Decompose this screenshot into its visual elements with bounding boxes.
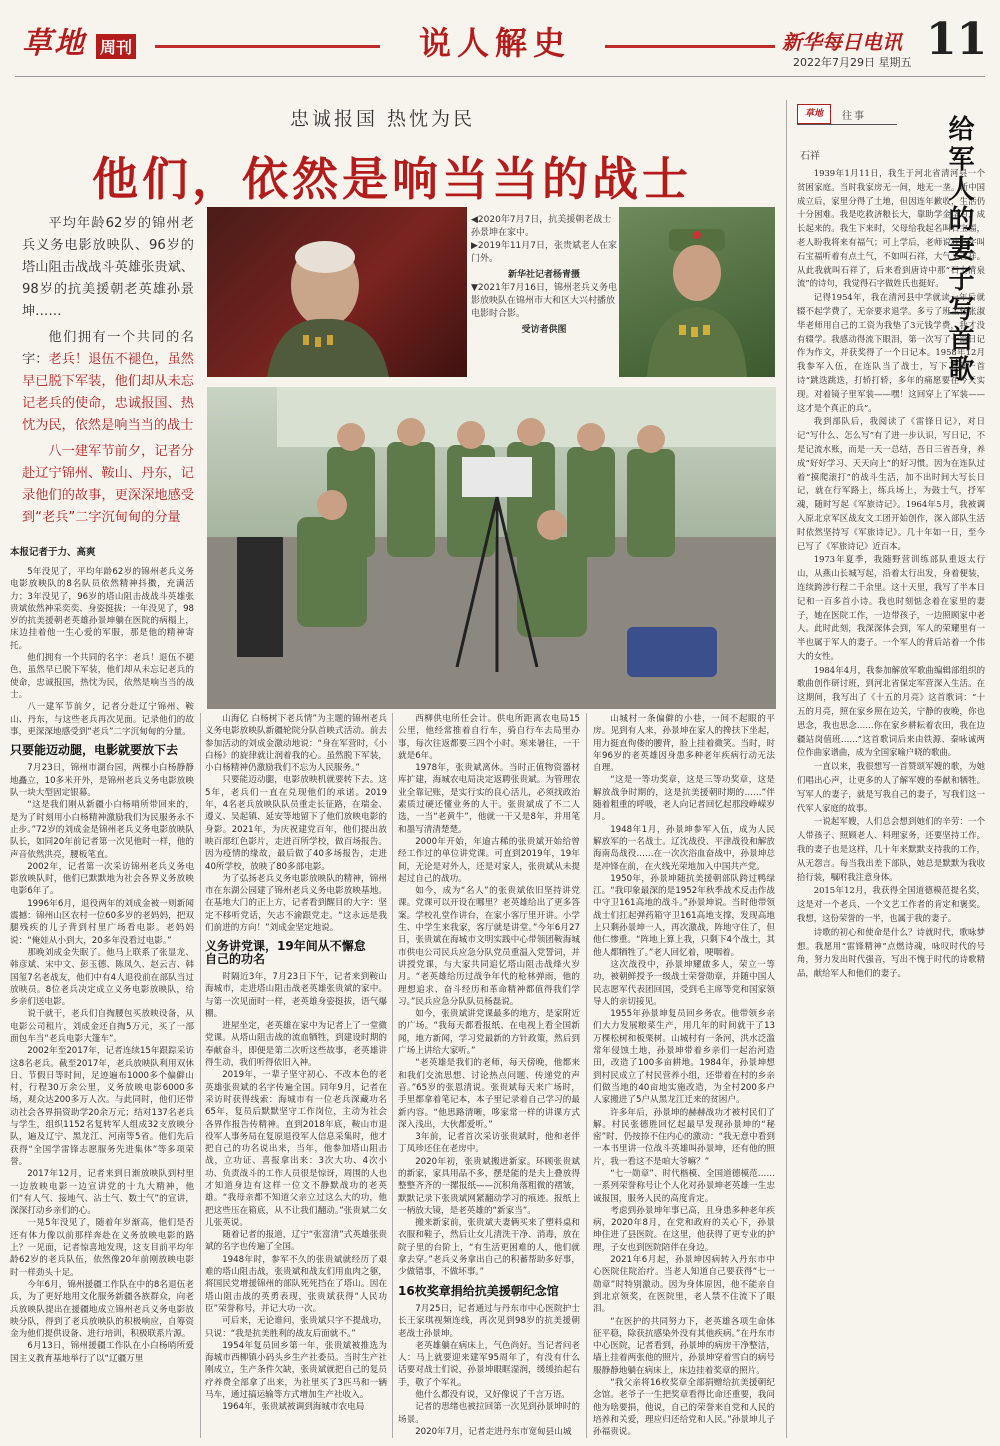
photo-zhang-guibin <box>619 207 775 377</box>
body-paragraph: 只要能迈动腿，电影放映机就要转下去。这5年，老兵们一直在兑现他们的承诺。2019年，4名老兵放映队队员重走长征路，在瑞金、遵义、吴起镇、延安等地留下了他们放映电影的身影。2021年，为庆祝建党百年，他们提出放映百部红色影片，走进百所学校，做百场报告。因为疫情的缘故，最后做了40多场报告，走进40所学校，放映了80多部电影。 <box>205 775 387 872</box>
body-paragraph: 1955年孙景坤复员回乡务农。他带领乡亲们大力发展粮菜生产，用几年的时间就干了13万棵松树和板栗树。山城村有一条河，洪水泛滥常年侵蚀土地，孙景坤带着乡亲们一起治河造田，改造了100多亩耕地。1984年，孙景坤想到村民成立了村民营养小组，还带着在村的乡亲们做当地的40亩地实施改造，为全村200多户人家搬进了5户从黑龙江迁来的贫困户。 <box>593 1009 775 1106</box>
body-paragraph: 老英雄躺在病床上，气色尚好。当记者问老人：马上就要迎来建军95周年了，有没有什么话要对战士们说，孙景坤眼眶湿润，缓缓抬起右手，敬了个军礼。 <box>398 1340 580 1388</box>
body-paragraph: 今年6月，锦州援疆工作队在中的8名退伍老兵，为了更好地用文化服务新疆各族群众，向老兵放映队提出在援疆地成立锦州老兵义务电影放映分队，得到了老兵放映队的积极响应，自筹资金为他们提供设备、进行培训，积极联系片源。 <box>10 1279 194 1340</box>
body-paragraph: 如今，张贵斌讲党课最多的地方，是家附近的广场。“我每天都看报纸、在电视上看全国新闻，地方新闻，学习党最新的方针政策，然后到广场上讲给大家听。” <box>398 1009 580 1057</box>
col3-intro <box>398 713 580 1279</box>
header-rule-right <box>605 45 775 48</box>
section-title: 说人解史 <box>418 24 571 62</box>
sidebar-title: 给军人的妻子写首歌 <box>944 115 974 385</box>
caption-line: ◀2020年7月7日，抗美援朝老战士孙景坤在家中。 <box>471 215 612 238</box>
photo-veteran-film-team <box>207 387 776 709</box>
body-paragraph: 1978年，张贵斌离休。当时正值物资器材库扩建，海城农电局决定返聘张贵斌。为管理农业全靠记账，是实行实的良心活儿，必须找政治素质过硬还懂业务的人干。张贵斌成了不二人选，一当“老黄牛”，他就一干又是8年，并用笔和墨写清清楚楚。 <box>398 763 580 835</box>
body-paragraph: 搬来新家前，张贵斌夫妻俩买来了塑料桌和衣服和鞋子，然后让女儿清洗干净、消毒，放在院子里的台阶上，“有生活更困难的人，他们就拿去穿。”老兵义务拿出自己的积蓄帮助多好事，少做错事，不做坏事。” <box>398 1218 580 1278</box>
sidebar-label: 往事 <box>842 111 866 122</box>
sidebar-author: 石祥 <box>800 151 820 162</box>
body-paragraph: 1950年，孙景坤随抗美援朝部队跨过鸭绿江。“我印象最深的是1952年秋季战术反击作战中守卫161高地的战斗。”孙景坤说。当时他带领战士们扛起弹药箱守卫161高地支撑，发现高地上只剩孙景坤一人，再次激战，阵地守住了，但他仁惨重。“阵地上算上我，只剩下4个战士，其他人都牺牲了。”老人回忆着，哽咽着。 <box>593 873 775 958</box>
body-paragraph: 记者的思绪也被拉回第一次见到孙景坤时的场景。 <box>398 1402 580 1425</box>
brand-left-logo: 草地 <box>22 26 86 61</box>
article-column-3 <box>398 713 580 1438</box>
lead-highlight: 老兵！退伍不褪色，虽然早已脱下军装，他们却从未忘记老兵的使命，忠诚报国、热忱为民，依然是响当当的战士 <box>22 352 194 433</box>
body-paragraph: 山城村一条偏僻的小巷，一间不起眼的平房。见到有人来，孙景坤在家人的搀扶下坐起，用力挺直佝偻的腰背，脸上挂着微笑。当时，时年96岁的老英雄因身患多种老年疾病行动无法自理。 <box>593 714 775 774</box>
photo-credit: 新华社记者杨青摄 <box>507 270 580 280</box>
body-paragraph: 说干就干，老兵们自掏腰包买放映设备，从电影公司租片，刘成金还自掏5万元，买了一部面包车当“老兵电影大篷车”。 <box>10 1009 194 1044</box>
body-paragraph: 2020年7月，记者走进丹东市宽甸县山城 <box>415 1426 572 1437</box>
body-paragraph: 2017年12月，记者来到日渐放映队到村里一边放映电影一边宣讲党的十九大精神，他们“有人气、接地气、沾土气、数士气”的宣讲，深深打动乡亲们的心。 <box>10 1169 194 1217</box>
photo-caption <box>471 214 617 337</box>
column-divider <box>200 713 201 1438</box>
col1-intro <box>10 566 194 738</box>
subhead: 16枚奖章捐给抗美援朝纪念馆 <box>398 1283 559 1298</box>
body-paragraph: 可后来，无论谁问，张贵斌只字不提战功，只说：“我是抗美胜利的战友后面就不。” <box>205 1316 387 1339</box>
body-paragraph: 3年前，记者首次采访张贵斌时，他和老伴丁凤珍还住在老房中。 <box>398 1132 580 1155</box>
article-column-1 <box>10 566 194 1436</box>
photo-sun-jingkun <box>207 207 467 377</box>
caption-line: ▶2019年11月7日，张贵斌老人在家门外。 <box>471 241 618 264</box>
photo-credit: 受访者供图 <box>521 325 567 335</box>
body-paragraph: 6月13日，锦州援疆工作队在小白杨哨所爱国主义教育基地举行了以“辽疆万里 <box>10 1341 194 1364</box>
body-paragraph: 那晚刘成金失眠了。他马上联系了张显龙、韩彦斌、宋中文、彭玉德、陈凤久、赵云吉、韩国玺7名老战友，他们中有4人退役前在部队当过放映员。8位老兵决定成立义务电影放映队，给乡亲们送电影。 <box>10 947 194 1008</box>
body-paragraph: 1973年夏季，我随野营训练部队重返太行山，从燕山长城写起，沿着太行出发，身着便装，连续跨涉行程二千余里。这十天里，我写了半本日记和一百多首小诗。我也时刻惦念着在家里的妻子，她在医院工作，一边带孩子，一边照顾家中老人。此时此刻，我深深体会到，军人的荣耀里有一半也属于军人的妻子。一个军人的背后站着一个伟大的女性。 <box>797 554 985 661</box>
body-paragraph: 2020年初，张贵斌搬进新家。环顾张贵斌的新家，家具用品不多，摆是能的是夫上叠放得整整齐齐的一摞报纸——沉积角落粗微的褶皱，默默记录下张贵斌网紧翻动学习的痕迹。报纸上一柄放大镜，是老英雄的“新家当”。 <box>398 1156 580 1216</box>
body-paragraph: “这是我们刚从新疆小白杨哨所带回来的，是为了时刻用小白杨精神激励我们为民服务永不止步。”72岁的刘成金是锦州老兵义务电影放映队队长，如同20年前记者第一次见他时一样，他的声音依然洪亮，腰板笔直。 <box>10 800 194 860</box>
body-paragraph: 西柳供电所任会计。供电所距离农电局15公里，他经常推着自行车，骑自行车去局里办事，每次往返都要三四个小时。寒来暑往，一干就是6年。 <box>398 714 580 761</box>
body-paragraph: 2021年6月起，孙景坤因病转入丹东市中心医院住院治疗。当老人知道自己要获得“七一勋章”时特别激动。因为身体原因，他不能亲自到北京领奖，在医院里，老人禁不住流下了眼泪。 <box>593 1255 775 1315</box>
brand-left-sub: 周刊 <box>96 34 136 59</box>
column-divider <box>586 713 587 1438</box>
body-paragraph: 记得1954年，我在清河县中学就读一年后就辍不起学费了，无奈要求退学。多亏了班主任张淑华老师用自己的工资为我垫了3元钱学费，我才没有辍学。我感动得流下眼泪，第一次写了一篇日记作为作文，并获奖得了一个日记本。1958年12月我参军入伍，在连队当了战士，写下了第一首诗“跳迭跳迭，打轿打轿，多年的痛愿要在今天实现。对着镜子里军装——嘿！这回穿上了军装——这才是个真正的兵”。 <box>797 292 985 413</box>
body-paragraph: 时隔近3年，7月23日下午，记者来到鞍山海城市，走进塔山阻击战老英雄张贵斌的家中。与第一次见面时一样，老英雄身姿挺拔，语气爆棚。 <box>205 971 387 1019</box>
byline: 本报记者于力、高爽 <box>10 547 96 558</box>
sidebar-divider <box>786 100 787 1438</box>
col2-body <box>205 971 387 1414</box>
col4-body <box>593 713 775 1438</box>
article-lead <box>22 213 194 533</box>
subhead-line: 义务讲党课，19年间从不懈怠 <box>205 939 366 954</box>
col1-body <box>10 762 194 1365</box>
body-paragraph: 诗歌的初心和使命是什么？诗就时代，歌咏梦想。我愿用“雷锋精神”点燃诗魂，咏叹时代的号角，努力发出时代强音，写出不愧于时代的诗歌精品，献给军人和他们的妻子。 <box>797 926 985 979</box>
body-paragraph: 我到部队后，我阅读了《雷锋日记》，对日记“写什么、怎么写”有了进一步认识，写日记，不是记流水账，而是一天一总结，吾日三省吾身，养成“好好学习、天天向上”的好习惯。因为在连队过着“摸爬滚打”的战斗生活，加不出时间大写长日记，就在行军路上，练兵场上，为鼓士气，抒军魂，随时写起《军旅诗记》。1964年5月，我被调入原北京军区战友文工团开始创作，深入部队生活时依然坚持写《军旅诗记》。几十年如一日，至今已写了《军旅诗记》近百本。 <box>797 416 985 551</box>
body-paragraph: 7月23日，锦州市湖台园，两棵小白杨静静地矗立，10多米开外，是锦州老兵义务电影放映队一块大型固定银幕。 <box>10 763 194 799</box>
body-paragraph: 进屋坐定，老英雄在家中为记者上了一堂微党课。从塔山阻击战的流血牺牲，到建设时期的奉献奋斗，即便是第二次听这些故事，老英雄讲得生动，我们听得依旧入神。 <box>205 1021 387 1069</box>
body-paragraph: 他们拥有一个共同的名字：老兵！退伍不褪色，虽然早已脱下军装，他们却从未忘记老兵的使命，忠诚报国，热忱为民，依然是响当当的战士。 <box>10 653 194 700</box>
body-paragraph: 5年没见了，平均年龄62岁的锦州老兵义务电影放映队的8名队员依然精神抖擞，充满活力；3年没见了，96岁的塔山阻击战战斗英雄张贵斌依然神采奕奕、身姿挺拔；一年没见了，98岁的抗美援朝老英雄孙景坤躺在医院的病榻上，床边挂着他一生心爱的军服，那是他的精神寄托。 <box>10 567 194 651</box>
subhead <box>205 940 387 965</box>
body-paragraph: 一晃5年没见了，随着年岁渐高，他们是否还有体力像以前那样奔赴在义务放映电影的路上？一见面，记者惊喜地发现，这支目前平均年龄62岁的老兵队伍，依然像20年前刚放映电影时一样劲头十足。 <box>10 1218 194 1278</box>
caption-line: ▼2021年7月16日，锦州老兵义务电影放映队在锦州市大和区大兴村播放电影时合影。 <box>471 283 618 319</box>
body-paragraph: 2000年开始，年逾古稀的张贵斌开始给曾经工作过的单位讲党课。可直到2019年，19年间，无论是对外人，还是对家人，张贵斌从未提起过自己的战功。 <box>398 836 580 884</box>
body-paragraph: 1996年6月，退役两年的刘成金被一则新闻震撼：锦州山区农村一位60多岁的老妈妈，把双腿残疾的儿子背到村里广场看电影。老妈妈说：“俺娃从小到大，20多年没看过电影。” <box>10 898 194 946</box>
sidebar-brand: 草地 <box>797 104 831 124</box>
body-paragraph: “七一勋章”、时代楷模、全国道德模范……一系列荣誉称号让个人化对孙景坤老英雄一生忠诚报国，服务人民的高度肯定。 <box>593 1168 775 1204</box>
body-paragraph: 1954年复员回乡第一年，张贵斌被推选为海城市西柳镇小码头乡生产社委员。当时生产社刚成立，生产条件欠缺，张贵斌就把自己的复员疗养费全部拿了出来，为社里买了3匹马和一辆马车，通过搞运输等方式增加生产社收入。 <box>205 1340 387 1401</box>
body-paragraph: 1964年，张贵斌被调到海城市农电局 <box>222 1402 365 1413</box>
body-paragraph: 一直以来，我很想写一首赞颂军嫂的歌，为她们唱出心声，让更多的人了解军嫂的奉献和牺牲。写军人的妻子，就是写我自己的妻子，写我们这一代军人家庭的故事。 <box>797 761 985 813</box>
subhead-line: 自己的功名 <box>205 951 266 966</box>
body-paragraph: “在医护的共同努力下，老英雄各项生命体征平稳，除获抗感染外没有其他疾病。”在丹东市中心医院，记者看到，孙景坤的病房干净整洁，墙上挂着两张他的照片，孙景坤穿着雪白的病号服静静地躺在病床上，床边挂着奖章的照片。 <box>593 1316 775 1376</box>
article-column-4 <box>593 713 775 1438</box>
body-paragraph: 山海亿 白杨树下老兵情”为主题的锦州老兵义务电影放映队新疆轮院分队首映式活动。前去参加活动的刘成金激动地说：“身在军营时，《小白杨》的旋律就让润着我的心。虽然脱下军装，小白杨精神仍激励我们不忘为人民服务。” <box>205 714 387 774</box>
body-paragraph: 1948年时，参军不久的张贵斌就经历了艰难的塔山阻击战，张贵斌和战友们用血肉之躯，将国民党增援锦州的部队死死挡在了塔山。因在塔山阻击战的英勇表现，张贵斌获得“人民功臣”荣誉称号，并记大功一次。 <box>205 1254 387 1314</box>
body-paragraph: 1948年1月，孙景坤参军入伍，成为人民解放军的一名战士。辽沈战役、平津战役和解放海南岛战役……在一次次浴血奋战中，孙景坤总是冲锋在前，在火线光荣地加入中国共产党。 <box>593 824 775 872</box>
body-paragraph: 2019年，一辈子坚守初心、不改本色的老英雄张贵斌的名字传遍全国。同年9月，记者在采访时获得线索：海城市有一位老兵深藏功名65年，复员后默默坚守工作岗位，主动为社会各界作报告传精神。直到2018年底，鞍山市退役军人事务局在复原退役军人信息采集时，他才把自己的功名说出来，当年，他参加塔山阻击战，立功证、喜报拿出来：3次大功、4次小功、负责战斗的工作人员很是惊讶，周围的人也才知道身边有这样一位文不静默战功的老英雄。“我母亲都不知道父亲立过这么大的功，他把这些压在箱底，从不让我们翻动。”张贵斌二女儿张英说。 <box>205 1070 387 1228</box>
article-column-2 <box>205 713 387 1438</box>
body-paragraph: “我父亲将16枚奖章全部捐赠给抗美援朝纪念馆。老爷子一生把奖章看得比命还重要，我问他为啥要捐，他说，自己的荣誉来自党和人民的培养和关爱，理应归还给党和人民。”孙景坤儿子孙福贵说。 <box>593 1378 775 1438</box>
body-paragraph: 许多年后，孙景坤的赫赫战功才被村民们了解。村民张德胜回忆起最早发现孙景坤的“秘密”时，仍按捺不住内心的激动：“我无意中看到一本书里讲一位战斗英雄叫孙景坤，还有他的照片，我一看这不是咱大爷嘛？” <box>593 1107 775 1167</box>
body-paragraph: 1984年4月，我参加解放军歌曲编辑部组织的歌曲创作研讨班，到河北省保定军营深入生活。在这期间，我写出了《十五的月亮》这首歌词：“十五的月亮，照在家乡照在边关，宁静的夜晚，你也思念，我也思念……你在家乡耕耘着农田，我在边疆站岗值班……”这首歌词后来由铁源、秦咏诚两位作曲家谱曲，成为全国家喻户晓的歌曲。 <box>797 664 985 758</box>
header-divider <box>15 76 985 77</box>
body-paragraph: 如今，成为“名人”的张贵斌依旧坚持讲党课。党课可以开设在哪里？老英雄给出了更多答案。学校礼堂作讲台，在家小客厅里开讲。小学生、中学生来我家，客厅就是讲堂。”今年6月27日，张贵斌在海城市文明实践中心带领团鞍海城市供电公司民兵应急分队党员重温入党誓词，并讲授党课，与大家共同追忆塔山阻击战烽火岁月。“老英雄给历过战争年代的枪林弹雨，他的理想追求、奋斗经历和革命精神都值得我们学习。”民兵应急分队队员杨磊说。 <box>398 886 580 1007</box>
lead-paragraph <box>22 327 194 437</box>
body-paragraph: 考虑到孙景坤年事已高，且身患多种老年疾病，2020年8月，在党和政府的关心下，孙景坤住进了县医院。在这里，他获得了更专业的护理，子女也到医院陪伴在身边。 <box>593 1205 775 1253</box>
body-paragraph: 7月25日，记者通过与丹东市中心医院护士长王家琪视频连线，再次见到98岁的抗美援朝老战士孙景坤。 <box>398 1303 580 1339</box>
body-paragraph: “老英雄是我们的老师，每天傍晚，他都来和我们交流思想、讨论热点问题、传递党的声音。”65岁的张恩清说。张贵斌每天来广场时，手里都拿着笔记本，本子里记录着自己学习的最新内容。“他思路清晰，哆家常一样的讲课方式深入浅出，大伙都爱听。” <box>398 1058 580 1130</box>
body-paragraph: 2015年12月，我获得全国道德模范提名奖，这是对一个老兵、一个文艺工作者的肯定和褒奖。我想，这份荣誉的一半，也属于我的妻子。 <box>797 885 985 924</box>
article-headline: 他们，依然是响当当的战士 <box>92 152 692 206</box>
brand-right-logo: 新华每日电讯 <box>782 30 902 54</box>
body-paragraph: “这是一等功奖章，这是三等功奖章，这是解放战争时期的，这是抗美援朝时期的……”伴随着粗重的呼吸，老人向记者回忆起那段峥嵘岁月。 <box>593 775 775 823</box>
article-kicker: 忠诚报国 热忱为民 <box>290 108 476 130</box>
lead-text: 他们拥有一个共同的名字： <box>22 330 194 367</box>
body-paragraph: 2002年至2017年，记者连续15年跟踪采访这8名老兵。截至2017年，老兵放映队利用双休日、节假日等时间，足迹遍布1000多个偏僻山村，行程30万余公里，义务放映电影6000多场，观众达200多万人次。与此同时，他们还带动社会各界捐资助学20余万元；结对137名老兵与学生，组织1152名复转军人组成32支放映分队，遍及辽宁、黑龙江、河南等5省。他们先后获得“全国学雷锋志愿服务先进集体”等多项荣誉。 <box>10 1046 194 1167</box>
body-paragraph: 八一建军节前夕，记者分赴辽宁锦州、鞍山、丹东，与这些老兵再次见面。记录他们的故事，更深深地感受到“老兵”二字沉甸甸的分量。 <box>10 702 194 737</box>
subhead: 只要能迈动腿，电影就要放下去 <box>10 743 179 758</box>
sidebar-body <box>797 167 985 1439</box>
lead-paragraph: 八一建军节前夕，记者分赴辽宁锦州、鞍山、丹东，记录他们的故事，更深深地感受到“老兵”二字沉甸甸的分量 <box>22 444 194 525</box>
col2-intro <box>205 713 387 934</box>
body-paragraph: 2002年，记者第一次采访锦州老兵义务电影放映队时，他们已默默地为社会各界义务放映电影6年了。 <box>10 861 194 897</box>
page-header <box>0 0 1000 75</box>
col3-body <box>398 1303 580 1438</box>
lead-paragraph: 平均年龄62岁的锦州老兵义务电影放映队、96岁的塔山阻击战战斗英雄张贵斌、98岁的抗美援朝老英雄孙景坤…… <box>22 216 194 319</box>
column-divider <box>392 713 393 1438</box>
body-paragraph: 这次战役中，孙景坤耀啟多人，荣立一等功，被朝鲜授予一级战士荣誉勋章，并随中国人民志愿军代表团回国，受到毛主席等党和国家领导人的亲切接见。 <box>593 959 775 1007</box>
issue-date: 2022年7月29日 星期五 <box>793 56 912 69</box>
header-rule-left <box>155 45 380 48</box>
body-paragraph: 他什么都没有说，又好像说了千言万语。 <box>415 1390 570 1401</box>
body-paragraph: 随着记者的报道，辽宁“张富清”式英雄张贵斌的名字也传遍了全国。 <box>205 1230 387 1253</box>
body-paragraph: 1939年1月11日，我生于河北省清河县一个贫困家庭。当时我家房无一间，地无一垄。新中国成立后，家里分得了土地，但因连年歉收，生活仍十分困难。我是吃救济粮长大，靠助学金学习，成长起来的。我生下来时，父母给我起名叫石宝福，老人盼我将来有福气；可上学后，老师说我名字叫石宝福听着有点土气，不如叫石祥，大气又吉祥。从此我就叫石祥了，后来看到唐诗中那“石上清泉流”的诗句，我觉得石字做姓氏也挺好。 <box>797 168 985 289</box>
body-paragraph: 为了弘扬老兵义务电影放映队的精神，锦州市在东湖公园建了锦州老兵义务电影放映基地。在基地大门的正上方，记者看到醒目的大字：坚定不移听党话，矢志不渝跟党走。“这永远是我们前进的方向！”刘成金坚定地说。 <box>205 873 387 934</box>
body-paragraph: 一说起军嫂，人们总会想到她们的辛劳：一个人带孩子、照顾老人、料理家务，还要坚持工作。我的妻子也是这样，几十年来默默支持我的工作，从无怨言。每当我出差下部队，她总是默默为我收拾行装，嘱咐我注意身体。 <box>797 816 985 882</box>
page-number: 11 <box>926 14 988 65</box>
